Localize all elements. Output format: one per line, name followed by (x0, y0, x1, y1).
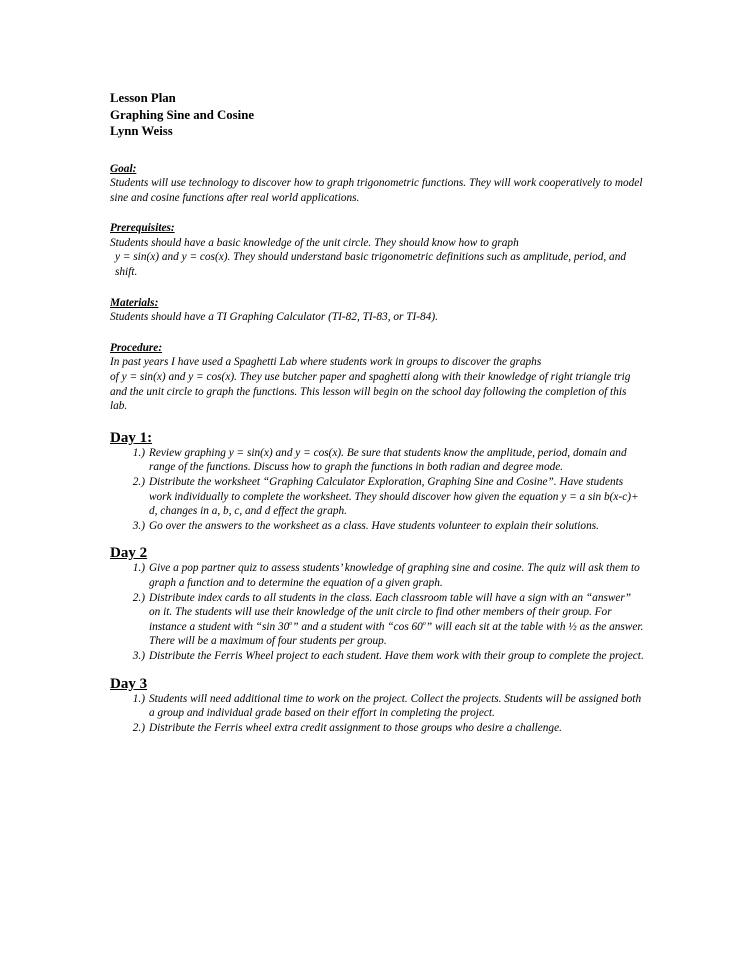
step-text: Distribute the Ferris Wheel project to each student. Have them work with their group to complete the project. (149, 649, 644, 662)
step-number: 1.) (132, 692, 145, 705)
procedure-text-2: of y = sin(x) and y = cos(x). They use butcher paper and spaghetti along with their knowledge of right triangle trig and the unit circle to graph the functions. This lesson will begin on the school day following the completion of this lab. (110, 371, 631, 413)
step-number: 1.) (132, 562, 145, 575)
goal-heading: Goal: (110, 162, 137, 175)
materials-section (110, 296, 645, 325)
day-2-section (110, 545, 645, 663)
step-number: 2.) (132, 591, 145, 604)
step-text: Review graphing y = sin(x) and y = cos(x). Be sure that students know the amplitude, period, domain and range of the functions. Discuss how to graph the functions in both radian and degree mode. (149, 446, 627, 474)
step-text: Distribute the worksheet “Graphing Calculator Exploration, Graphing Sine and Cosine”. Have students work individually to complete the worksheet. They should discover how given the equation y = a sin b(x-c)+ d, changes in a, b, c, and d effect the graph. (149, 476, 639, 518)
list-item (110, 649, 645, 664)
prerequisites-text-2: y = sin(x) and y = cos(x). They should understand basic trigonometric definitions such as amplitude, period, and shift. (115, 251, 626, 279)
step-text (149, 591, 645, 649)
step-text: Give a pop partner quiz to assess students’ knowledge of graphing sine and cosine. The quiz will ask them to graph a function and to determine the equation of a given graph. (149, 562, 640, 589)
step-text: Students will need additional time to work on the project. Collect the projects. Students will be assigned both a group and individual grade based on their effort in completing the project. (149, 692, 642, 720)
title-block (110, 90, 645, 140)
step-text: Distribute the Ferris wheel extra credit assignment to those groups who desire a challenge. (149, 721, 562, 734)
step-number: 1.) (132, 446, 145, 459)
step-text-part: Distribute index cards to all students in the class. Each classroom table will have a sign with an “answer” on it. The students will use their knowledge of the unit circle to find other members of their group. For instance a student with “sin 30 (149, 591, 632, 633)
procedure-text-1: In past years I have used a Spaghetti Lab where students work in groups to discover the graphs (110, 356, 542, 369)
day-3-heading: Day 3 (110, 675, 148, 692)
step-number: 2.) (132, 721, 145, 734)
author-name: Lynn Weiss (110, 124, 173, 138)
step-text-part: ” and a student with “cos 60 (292, 620, 423, 633)
step-number: 3.) (132, 649, 145, 662)
list-item (110, 475, 645, 519)
materials-heading: Materials: (110, 296, 159, 309)
prerequisites-text-1: Students should have a basic knowledge of the unit circle. They should know how to graph (110, 236, 519, 249)
procedure-heading: Procedure: (110, 341, 163, 354)
day-1-section (110, 430, 645, 534)
document-page (110, 90, 645, 747)
prerequisites-section (110, 221, 645, 279)
day-3-steps (110, 692, 645, 736)
day-1-heading: Day 1: (110, 429, 153, 446)
goal-section (110, 162, 645, 206)
degree-symbol: o (422, 620, 426, 627)
step-text-part: ” will each sit at the table with ½ as the answer. There will be a maximum of four students per group. (149, 620, 644, 648)
day-2-steps (110, 561, 645, 663)
goal-text: Students will use technology to discover how to graph trigonometric functions. They will work cooperatively to model sine and cosine functions after real world applications. (110, 177, 643, 204)
degree-symbol: o (289, 620, 293, 627)
list-item (110, 519, 645, 534)
list-item (110, 692, 645, 721)
list-item (110, 446, 645, 475)
step-text: Go over the answers to the worksheet as a class. Have students volunteer to explain their solutions. (149, 519, 599, 532)
materials-text: Students should have a TI Graphing Calculator (TI-82, TI-83, or TI-84). (110, 311, 438, 324)
doc-type-title: Lesson Plan (110, 91, 176, 105)
prerequisites-heading: Prerequisites: (110, 222, 175, 235)
step-number: 3.) (132, 519, 145, 532)
day-2-heading: Day 2 (110, 545, 148, 562)
step-number: 2.) (132, 476, 145, 488)
list-item (110, 721, 645, 736)
day-1-steps (110, 446, 645, 534)
procedure-section (110, 341, 645, 414)
list-item (110, 561, 645, 590)
day-3-section (110, 676, 645, 736)
lesson-title: Graphing Sine and Cosine (110, 107, 255, 122)
list-item (110, 591, 645, 649)
